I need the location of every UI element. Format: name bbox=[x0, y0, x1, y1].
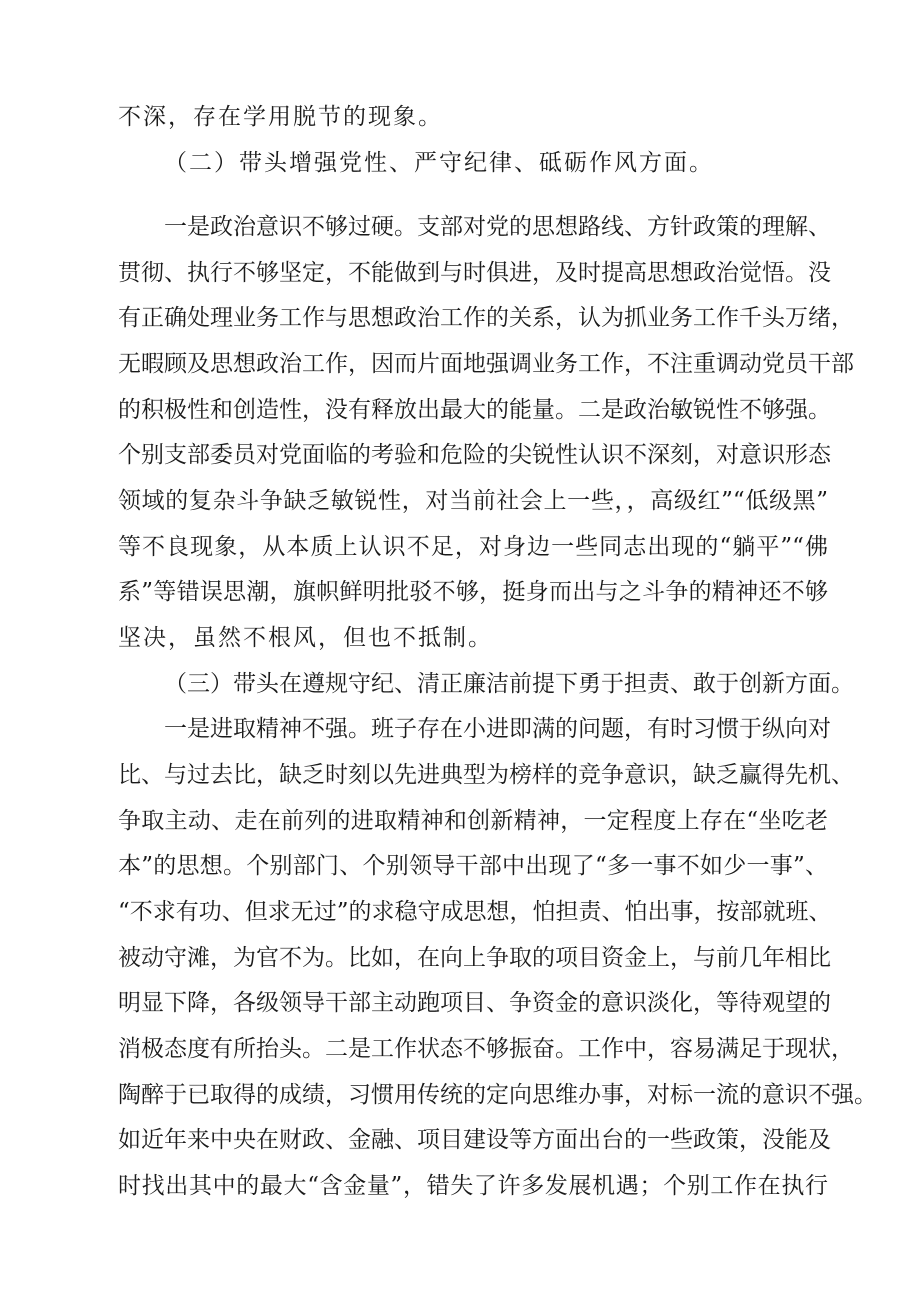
text-line-21: 消极态度有所抬头。二是工作状态不够振奋。工作中，容易满足于现状， bbox=[118, 1036, 854, 1062]
text-line-22: 陶醉于已取得的成绩，习惯用传统的定向思维办事，对标一流的意识不强。 bbox=[118, 1082, 877, 1108]
text-line-20: 明显下降，各级领导干部主动跑项目、争资金的意识淡化，等待观望的 bbox=[118, 990, 831, 1016]
text-line-12: 坚决，虽然不根风，但也不抵制。 bbox=[118, 625, 493, 651]
text-line-9: 领域的复杂斗争缺乏敏锐性，对当前社会上一些，，高级红”“低级黑” bbox=[118, 488, 828, 514]
text-line-17: 本”的思想。个别部门、个别领导干部中出现了“多一事不如少一事”、 bbox=[118, 853, 828, 879]
text-line-7: 的积极性和创造性，没有释放出最大的能量。二是政治敏锐性不够强。 bbox=[118, 397, 831, 423]
text-line-18: “不求有功、但求无过”的求稳守成思想，怕担责、怕出事，按部就班、 bbox=[118, 899, 832, 925]
text-line-5: 有正确处理业务工作与思想政治工作的关系，认为抓业务工作千头万绪， bbox=[118, 305, 854, 331]
text-line-14: 一是进取精神不强。班子存在小进即满的问题，有时习惯于纵向对 bbox=[164, 716, 831, 742]
text-line-3: 一是政治意识不够过硬。支部对党的思想路线、方针政策的理解、 bbox=[164, 214, 831, 240]
text-line-15: 比、与过去比，缺乏时刻以先进典型为榜样的竞争意识，缺乏赢得先机、 bbox=[118, 762, 854, 788]
text-line-1: 不深，存在学用脱节的现象。 bbox=[118, 104, 443, 130]
section-heading-2: （二）带头增强党性、严守纪律、砥砺作风方面。 bbox=[164, 150, 714, 176]
text-line-24: 时找出其中的最大“含金量”，错失了许多发展机遇；个别工作在执行 bbox=[118, 1173, 828, 1199]
text-line-19: 被动守滩，为官不为。比如，在向上争取的项目资金上，与前几年相比 bbox=[118, 945, 831, 971]
text-line-16: 争取主动、走在前列的进取精神和创新精神，一定程度上存在“坐吃老 bbox=[118, 808, 828, 834]
text-line-11: 系”等错误思潮，旗帜鲜明批驳不够，挺身而出与之斗争的精神还不够 bbox=[118, 579, 828, 605]
text-line-23: 如近年来中央在财政、金融、项目建设等方面出台的一些政策，没能及 bbox=[118, 1127, 831, 1153]
section-heading-3: （三）带头在遵规守纪、清正廉洁前提下勇于担责、敢于创新方面。 bbox=[164, 671, 854, 697]
text-line-4: 贯彻、执行不够坚定，不能做到与时俱进，及时提高思想政治觉悟。没 bbox=[118, 260, 831, 286]
text-line-10: 等不良现象，从本质上认识不足，对身边一些同志出现的“躺平”“佛 bbox=[118, 534, 828, 560]
text-line-8: 个别支部委员对党面临的考验和危险的尖锐性认识不深刻，对意识形态 bbox=[118, 442, 831, 468]
text-line-6: 无暇顾及思想政治工作，因而片面地强调业务工作，不注重调动党员干部 bbox=[118, 351, 854, 377]
